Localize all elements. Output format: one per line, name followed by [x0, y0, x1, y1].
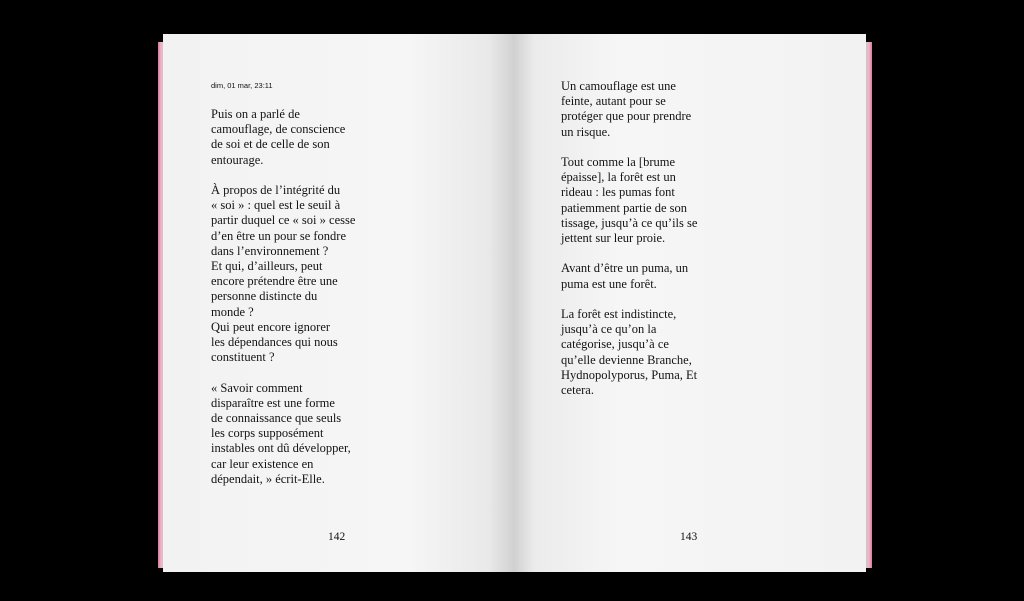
paragraph: Tout comme la [brume épaisse], la forêt est un rideau : les pumas font patiemment partie de son tissage, jusqu’à ce qu’ils se jettent sur leur proie. — [561, 155, 698, 246]
paragraph: Un camouflage est une feinte, autant pour se protéger que pour prendre un risque. — [561, 79, 692, 139]
page-number-right: 143 — [680, 531, 698, 543]
paragraph: À propos de l’intégrité du « soi » : quel est le seuil à partir duquel ce « soi » cesse d’en être un pour se fondre dans l’environnement ? Et qui, d’ailleurs, peut encore prétendre être une personne distincte du monde ? Qui peut encore ignorer les dépendances qui nous constituent ? — [211, 183, 356, 365]
left-page — [163, 34, 513, 572]
paragraph: Puis on a parlé de camouflage, de conscience de soi et de celle de son entourage. — [211, 107, 346, 167]
entry-date: dim, 01 mar, 23:11 — [211, 81, 273, 90]
paragraph: « Savoir comment disparaître est une forme de connaissance que seuls les corps supposément instables ont dû développer, car leur existence en dépendait, » écrit-Elle. — [211, 380, 351, 486]
right-page-edge — [866, 42, 872, 568]
right-page — [513, 34, 866, 572]
paragraph: La forêt est indistincte, jusqu’à ce qu’on la catégorise, jusqu’à ce qu’elle devienne Branche, Hydnopolyporus, Puma, Et cetera. — [561, 307, 698, 398]
paragraph: Avant d’être un puma, un puma est une forêt. — [561, 261, 689, 291]
page-number-left: 142 — [328, 531, 346, 543]
left-page-text — [211, 107, 361, 502]
open-book — [158, 34, 872, 572]
right-page-text — [561, 79, 711, 413]
